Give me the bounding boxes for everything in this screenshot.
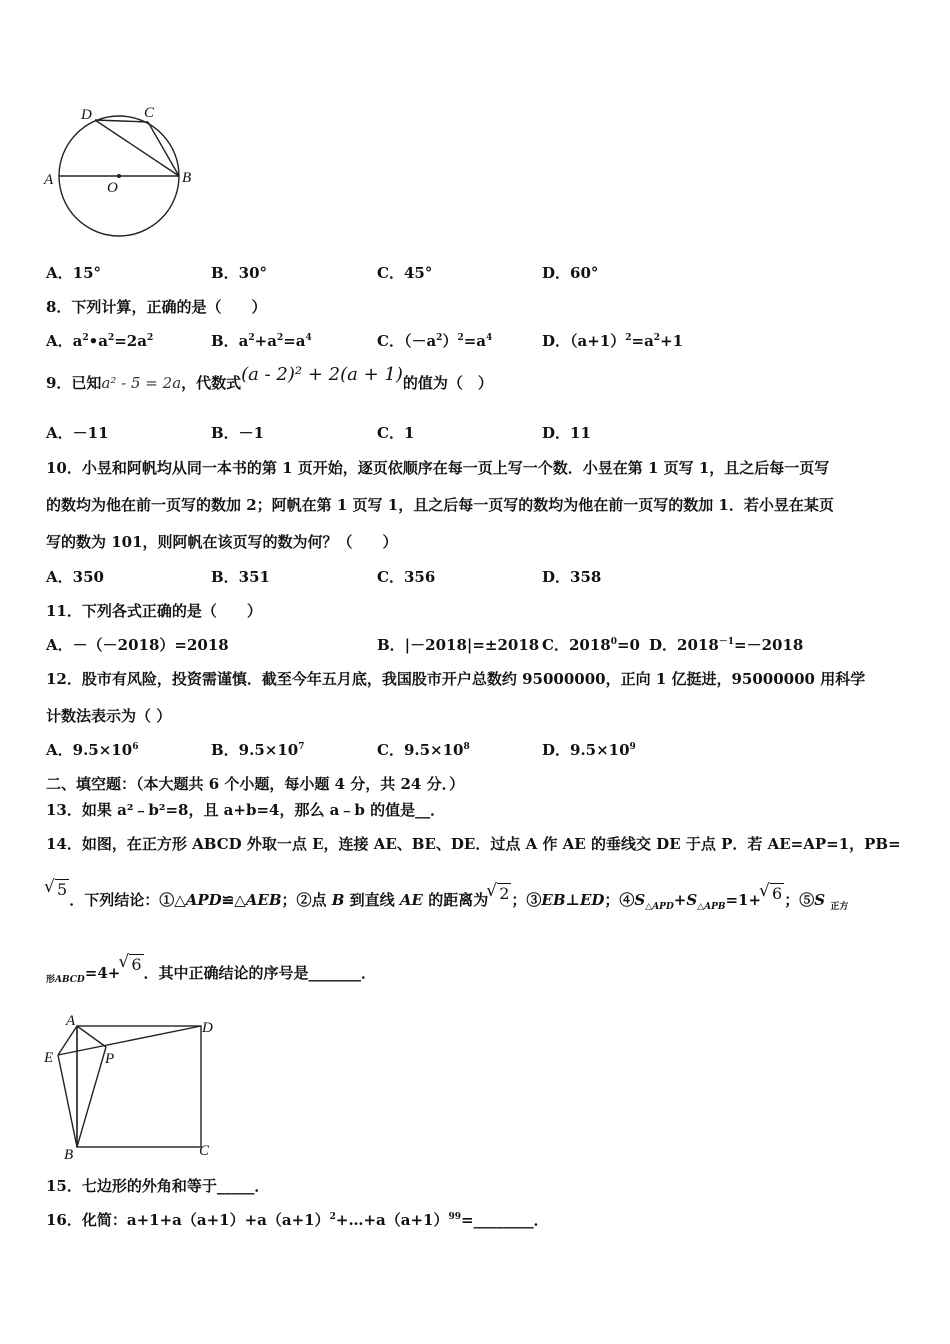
- q11-option-a: A．－（－2018）=2018: [46, 636, 229, 654]
- q10-option-d: D．358: [542, 568, 602, 586]
- q11-stem: 11．下列各式正确的是（ ）: [46, 602, 262, 620]
- q12-option-a: A．$9.5\times 10^6$: [46, 741, 139, 759]
- fig7-label-a: A: [44, 172, 54, 188]
- q12-line-1: 12．股市有风险，投资需谨慎．截至今年五月底，我国股市开户总数约 95000000，正向 1 亿挺进，95000000 用科学: [46, 670, 866, 688]
- fig14-label-e: E: [44, 1050, 54, 1066]
- q14-sqrt5: √ 5: [46, 880, 69, 899]
- q14-sqrt6-b: √ 6: [120, 955, 143, 974]
- fig14-label-d: D: [202, 1020, 213, 1036]
- q10-line-2: 的数均为他在前一页写的数加 2；阿帆在第 1 页写 1，且之后每一页写的数均为他在前一页写的数加 1．若小昱在某页: [46, 496, 834, 514]
- q8-option-b: B．$a^2+a^2=a^4$: [211, 332, 312, 350]
- q9-option-d: D．11: [542, 424, 591, 442]
- q11-option-d: D．$2018^{-1}=-2018$: [649, 636, 804, 654]
- q7-option-d: D．60°: [542, 264, 599, 282]
- q9-option-b: B．－1: [211, 424, 265, 442]
- q8-option-c: C．$(-a^2)^2=a^4$: [377, 332, 493, 350]
- fig14-label-b: B: [64, 1147, 74, 1162]
- fig7-label-c: C: [144, 105, 155, 121]
- q9-suffix: 的值为（ ）: [402, 374, 493, 392]
- q11-option-c: C．$2018^0=0$: [542, 636, 640, 654]
- q10-line-1: 10．小昱和阿帆均从同一本书的第 1 页开始，逐页依顺序在每一页上写一个数．小昱在第 1 页写 1，且之后每一页写: [46, 459, 830, 477]
- circle-figure: [40, 100, 200, 245]
- q7-option-c: C．45°: [377, 264, 433, 282]
- fig7-label-b: B: [182, 170, 192, 186]
- q15-stem: 15．七边形的外角和等于_____．: [46, 1177, 270, 1195]
- q9-condition: a² - 5 = 2a: [101, 374, 182, 392]
- q14-tail: ．其中正确结论的序号是_______．: [143, 964, 377, 982]
- q14-line-1: 14．如图，在正方形 ABCD 外取一点 E，连接 AE、BE、DE．过点 A 作 AE 的垂线交 DE 于点 P．若 AE=AP=1，PB=: [46, 835, 901, 853]
- q9-option-c: C．1: [377, 424, 415, 442]
- q8-stem: 8．下列计算，正确的是（ ）: [46, 298, 267, 316]
- q12-option-c: C．$9.5\times 10^8$: [377, 741, 470, 759]
- q10-option-b: B．351: [211, 568, 270, 586]
- square-figure: [40, 1012, 230, 1162]
- q12-line-2: 计数法表示为（ ）: [46, 707, 172, 725]
- q12-option-b: B．$9.5\times 10^7$: [211, 741, 305, 759]
- section-2-heading: 二、填空题：（本大题共 6 个小题，每小题 4 分，共 24 分．）: [46, 775, 465, 793]
- q10-option-a: A．350: [46, 568, 104, 586]
- q9-mid: ，代数式: [181, 374, 242, 392]
- q14-sqrt6: √ 6: [761, 884, 784, 903]
- q12-option-d: D．$9.5\times 10^9$: [542, 741, 636, 759]
- q9-expression: (a - 2)² + 2(a + 1): [241, 364, 403, 385]
- q8-option-d: D．$(a+1)^2=a^2+1$: [542, 332, 684, 350]
- q7-option-b: B．30°: [211, 264, 268, 282]
- q10-line-3: 写的数为 101，则阿帆在该页写的数为何？（ ）: [46, 533, 398, 551]
- q11-option-b: B．|－2018|=±2018: [377, 636, 540, 654]
- q16-stem: 16．化简：$a+1+a(a+1)+a(a+1)^2+\dots+a(a+1)^{99}=\_\_\_\_\_\_\_\_$．: [46, 1211, 549, 1229]
- fig14-label-a: A: [66, 1013, 76, 1029]
- q9-stem: [46, 364, 493, 393]
- fig14-label-c: C: [199, 1143, 210, 1159]
- fig7-label-o: O: [107, 180, 118, 196]
- q9-prefix: 9．已知: [46, 374, 102, 392]
- q14-line-2: √ 5．下列结论：①△APD≌△AEB；②点 B 到直线 AE 的距离为√ 2 ；③EB⊥ED；$④S_{\triangle APD}+S_{\triangle APB}=1+√$ 6 ；⑤S $_{正方}$: [46, 889, 848, 912]
- q14-line-3: $_{形ABCD}$=4+√ 6 ．其中正确结论的序号是_______．: [46, 962, 376, 985]
- q10-option-c: C．356: [377, 568, 436, 586]
- fig7-label-d: D: [81, 107, 92, 123]
- q8-option-a: A．$a^2•a^2=2a^2$: [46, 332, 154, 350]
- q14-sqrt2: √ 2: [488, 884, 511, 903]
- q13-stem: 13．如果 a²﹣b²=8，且 a+b=4，那么 a﹣b 的值是__．: [46, 801, 446, 819]
- q9-option-a: A．－11: [46, 424, 109, 442]
- q7-option-a: A．15°: [46, 264, 102, 282]
- fig14-label-p: P: [105, 1051, 115, 1067]
